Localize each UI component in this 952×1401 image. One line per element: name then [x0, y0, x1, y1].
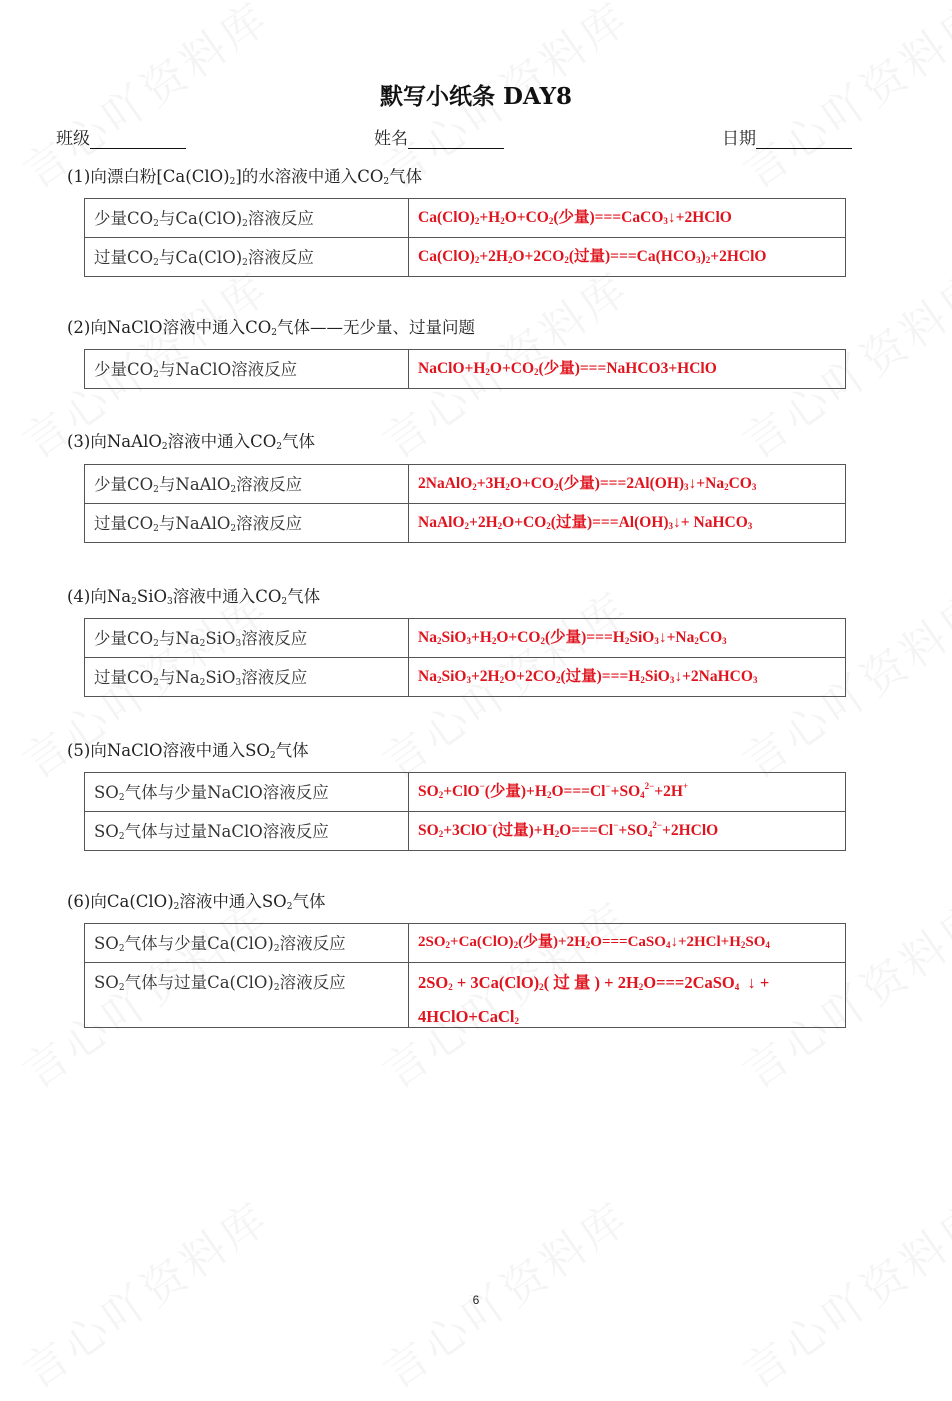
equation-cell: $Na_2SiO_3+2H_2O+2CO_2$(过量)$===H_2SiO_3↓+2NaHCO_3$	[409, 658, 846, 697]
watermark	[728, 1183, 952, 1401]
equation-cell: $Ca(ClO)_2+H_2O+CO_2$(少量)===CaCO$_3$↓+2HClO	[409, 199, 846, 238]
condition-cell: $SO_2$气体与少量$Ca(ClO)_2$溶液反应	[85, 924, 409, 963]
condition-cell: $SO_2$气体与过量NaClO溶液反应	[85, 812, 409, 851]
condition-cell: $SO_2$气体与少量NaClO溶液反应	[85, 773, 409, 812]
date-label: 日期	[722, 129, 756, 149]
table-row	[85, 619, 846, 658]
equation-cell: $2SO_2 + 3Ca(ClO)_2$( 过 量 ) + $2H_2O===2CaSO_4$ ↓ + 4HClO+CaCl$_2$	[409, 963, 846, 1028]
table-row	[85, 504, 846, 543]
date-blank[interactable]	[756, 130, 852, 149]
table-row	[85, 812, 846, 851]
condition-cell: $SO_2$气体与过量$Ca(ClO)_2$溶液反应	[85, 963, 409, 1028]
equation-cell: $NaClO+H_2O+CO_2$(少量)===NaHCO3+HClO	[409, 350, 846, 389]
table-row	[85, 963, 846, 1028]
section-heading-5: (5)向NaClO溶液中通入$SO_2$气体	[67, 741, 309, 761]
page-number: 6	[472, 1293, 480, 1307]
section-heading-3: (3)向NaAlO$_2$溶液中通入$CO_2$气体	[67, 432, 315, 452]
page-title: 默写小纸条 DAY8	[379, 83, 573, 110]
reaction-table-5	[84, 772, 846, 851]
equation-cell: $Ca(ClO)_2+2H_2O+2CO_2$(过量)$===Ca(HCO_3)_2+2HClO$	[409, 238, 846, 277]
equation-cell: $2NaAlO_2+3H_2O+CO_2$(少量)$===2Al(OH)_3↓+Na_2CO_3$	[409, 465, 846, 504]
table-row	[85, 238, 846, 277]
table-row	[85, 658, 846, 697]
section-heading-6: (6)向$Ca(ClO)_2$溶液中通入$SO_2$气体	[67, 892, 326, 912]
equation-cell: $Na_2SiO_3+H_2O+CO_2$(少量)$===H_2SiO_3↓+Na_2CO_3$	[409, 619, 846, 658]
equation-cell: $NaAlO_2+2H_2O+CO_2$(过量)$===Al(OH)_3↓+$ NaHCO$_3$	[409, 504, 846, 543]
reaction-table-2	[84, 349, 846, 389]
watermark	[368, 1183, 641, 1401]
reaction-table-6	[84, 923, 846, 1028]
name-field[interactable]	[374, 124, 504, 149]
class-label: 班级	[56, 129, 90, 149]
equation-cell: $SO_2+3ClO^-$(过量)$+H_2O===Cl^-+SO_4^{2-}+2HClO$	[409, 812, 846, 851]
table-row	[85, 199, 846, 238]
watermark	[8, 1183, 281, 1401]
condition-cell: 少量$CO_2$与$Ca(ClO)_2$溶液反应	[85, 199, 409, 238]
section-heading-2: (2)向NaClO溶液中通入$CO_2$气体——无少量、过量问题	[67, 318, 475, 338]
condition-cell: 过量$CO_2$与NaAlO$_2$溶液反应	[85, 504, 409, 543]
table-row	[85, 350, 846, 389]
table-row	[85, 465, 846, 504]
reaction-table-3	[84, 464, 846, 543]
table-row	[85, 773, 846, 812]
condition-cell: 少量$CO_2$与NaAlO$_2$溶液反应	[85, 465, 409, 504]
condition-cell: 少量$CO_2$与$Na_2SiO_3$溶液反应	[85, 619, 409, 658]
equation-cell: $2SO_2+Ca(ClO)_2$(少量)$+2H_2O===CaSO_4↓+2HCl+H_2SO_4$	[409, 924, 846, 963]
section-heading-1: (1)向漂白粉$[Ca(ClO)_2]$的水溶液中通入$CO_2$气体	[67, 167, 423, 187]
equation-cell: $SO_2+ClO^-$(少量)$+H_2O===Cl^-+SO_4^{2-}+2H^+$	[409, 773, 846, 812]
reaction-table-1	[84, 198, 846, 277]
date-field[interactable]	[722, 124, 852, 149]
name-label: 姓名	[374, 129, 408, 149]
table-row	[85, 924, 846, 963]
class-field[interactable]	[56, 124, 186, 149]
name-blank[interactable]	[408, 130, 504, 149]
condition-cell: 少量$CO_2$与NaClO溶液反应	[85, 350, 409, 389]
condition-cell: 过量$CO_2$与$Ca(ClO)_2$溶液反应	[85, 238, 409, 277]
class-blank[interactable]	[90, 130, 186, 149]
reaction-table-4	[84, 618, 846, 697]
section-heading-4: (4)向$Na_2SiO_3$溶液中通入$CO_2$气体	[67, 587, 321, 607]
condition-cell: 过量$CO_2$与$Na_2SiO_3$溶液反应	[85, 658, 409, 697]
